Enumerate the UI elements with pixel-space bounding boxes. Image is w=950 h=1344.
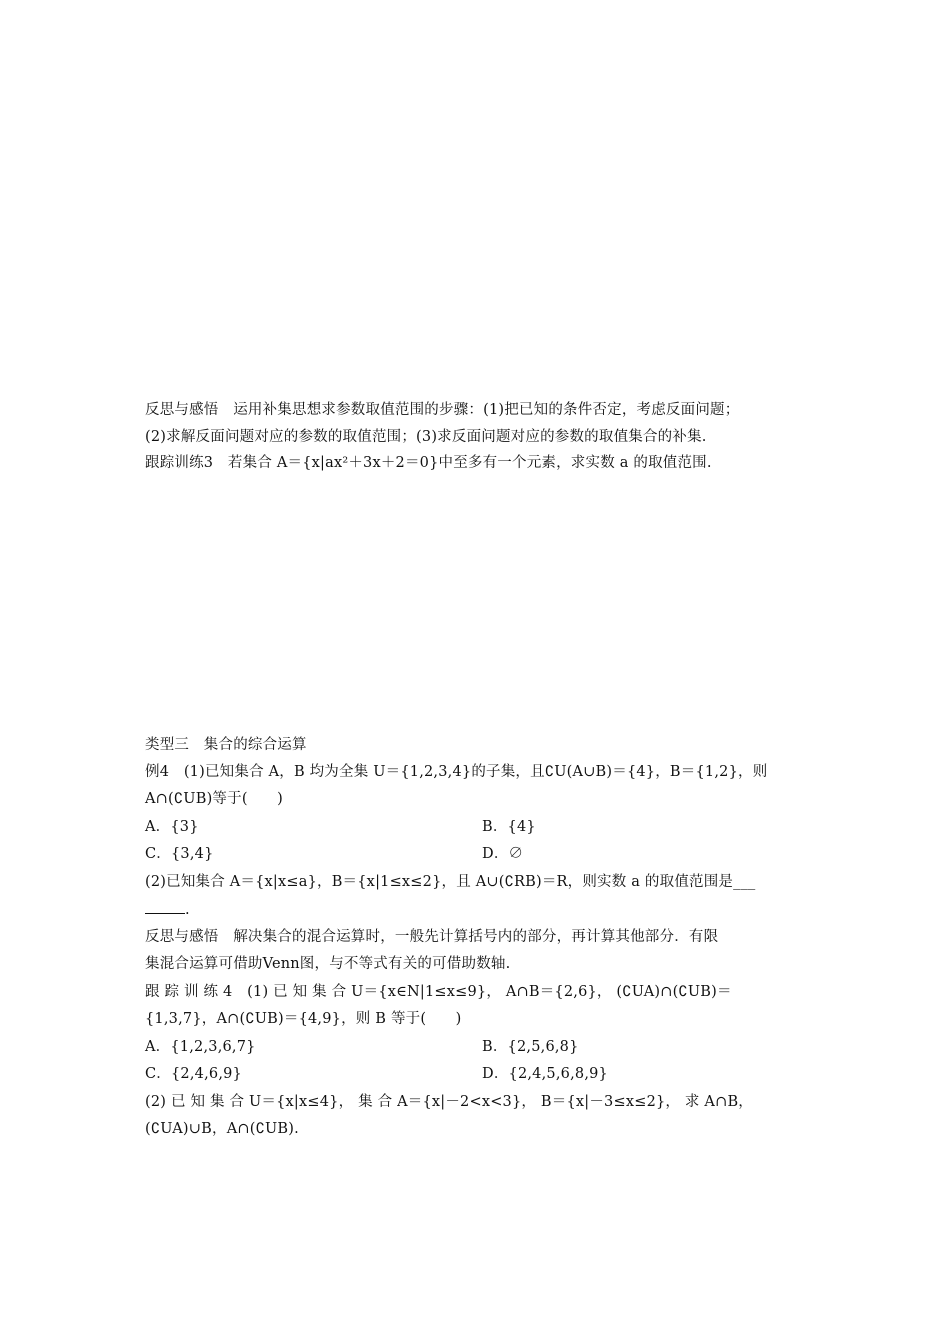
example4-option-row1 (145, 816, 810, 838)
example4-option-c: C．{3,4} (145, 846, 214, 862)
practice4-part2-line2: (∁UA)∪B，A∩(∁UB). (145, 1121, 299, 1137)
example4-line2: A∩(∁UB)等于( ) (145, 791, 283, 807)
practice4-option-a: A．{1,2,3,6,7} (145, 1039, 256, 1055)
reflection3-line1: 反思与感悟 运用补集思想求参数取值范围的步骤：(1)把已知的条件否定，考虑反面问题； (145, 402, 740, 418)
practice4-line1: 跟 踪 训 练 4 (1) 已 知 集 合 U＝{x∈N|1≤x≤9}， A∩B＝{2,6}， (∁UA)∩(∁UB)＝ (145, 984, 732, 1000)
practice4-option-b: B．{2,5,6,8} (482, 1039, 579, 1055)
example4-option-row2 (145, 843, 810, 865)
reflection4-line1: 反思与感悟 解决集合的混合运算时，一般先计算括号内的部分，再计算其他部分．有限 (145, 929, 719, 945)
practice4-option-row2 (145, 1063, 810, 1085)
reflection4-line2: 集混合运算可借助Venn图，与不等式有关的可借助数轴. (145, 956, 511, 972)
practice3-line1: 跟踪训练3 若集合 A＝{x|ax²＋3x＋2＝0}中至多有一个元素，求实数 a 的取值范围. (145, 455, 712, 471)
reflection3-line2: (2)求解反面问题对应的参数的取值范围；(3)求反面问题对应的参数的取值集合的补集. (145, 429, 707, 445)
example4-part2-period: . (185, 902, 190, 918)
practice4-option-c: C．{2,4,6,9} (145, 1066, 242, 1082)
example4-option-a: A．{3} (145, 819, 199, 835)
example4-line1: 例4 (1)已知集合 A，B 均为全集 U＝{1,2,3,4}的子集，且∁U(A∪B)＝{4}，B＝{1,2}，则 (145, 764, 768, 780)
practice4-line2: {1,3,7}，A∩(∁UB)＝{4,9}，则 B 等于( ) (145, 1011, 462, 1027)
type3-title: 类型三 集合的综合运算 (145, 737, 307, 753)
example4-option-b: B．{4} (482, 819, 536, 835)
practice4-option-d: D．{2,4,5,6,8,9} (482, 1066, 608, 1082)
example4-part2-line1: (2)已知集合 A＝{x|x≤a}，B＝{x|1≤x≤2}，且 A∪(∁RB)＝R，则实数 a 的取值范围是___ (145, 874, 756, 890)
example4-option-d: D．∅ (482, 846, 524, 862)
answer-blank (145, 899, 185, 914)
example4-part2-line2 (145, 899, 810, 921)
practice4-part2-line1: (2) 已 知 集 合 U＝{x|x≤4}， 集 合 A＝{x|－2<x<3}， B＝{x|－3≤x≤2}， 求 A∩B， (145, 1094, 754, 1110)
practice4-option-row1 (145, 1036, 810, 1058)
